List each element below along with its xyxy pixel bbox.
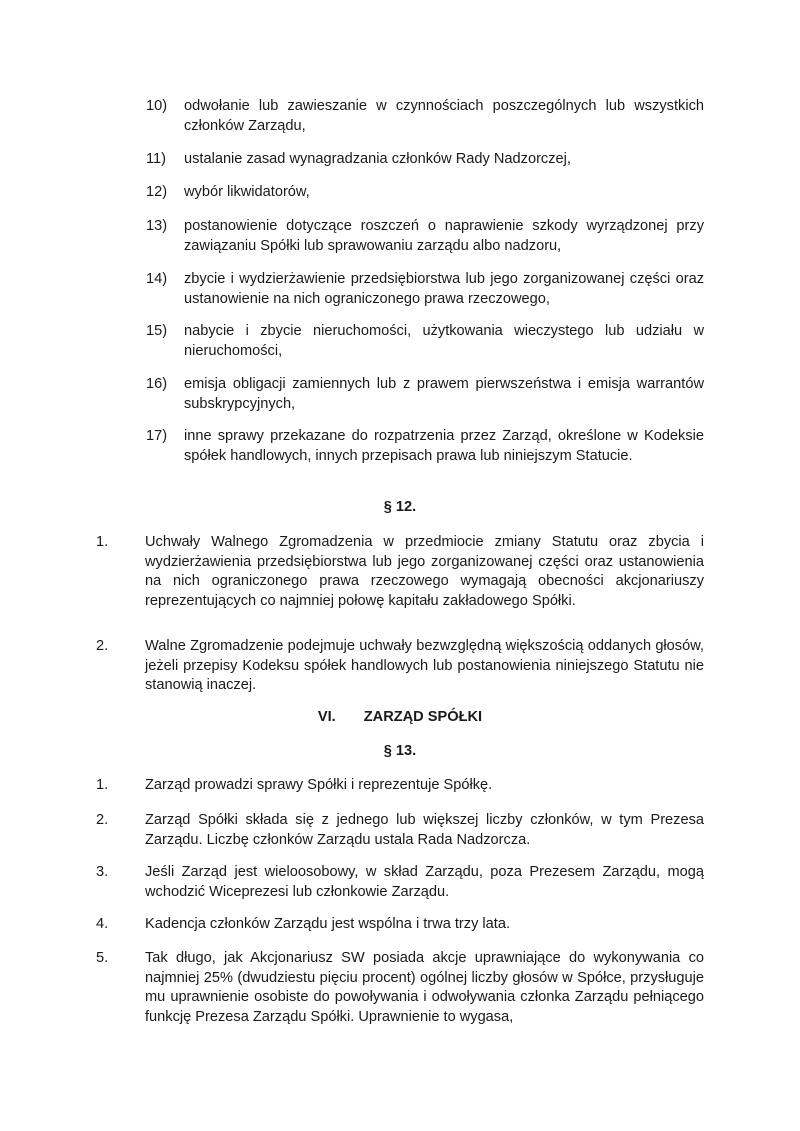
paragraph-item <box>96 637 704 696</box>
list-item-number: 17) <box>146 428 168 444</box>
list-item <box>146 270 704 309</box>
paragraph-number: 5. <box>96 950 109 966</box>
list-item <box>146 97 704 136</box>
paragraph-number: 2. <box>96 812 109 828</box>
list-item <box>146 150 704 170</box>
paragraph-text: Jeśli Zarząd jest wieloosobowy, w skład Zarządu, poza Prezesem Zarządu, mogą wchodzić Wiceprezesi lub członkowie Zarządu. <box>145 864 704 900</box>
paragraph-item <box>96 915 704 935</box>
list-item-number: 10) <box>146 98 168 114</box>
list-item-number: 13) <box>146 218 168 234</box>
section-heading: § 12. <box>383 499 417 515</box>
paragraph-item <box>96 863 704 902</box>
chapter-title: ZARZĄD SPÓŁKI <box>363 709 483 725</box>
paragraph-item <box>96 533 704 611</box>
paragraph-number: 2. <box>96 638 109 654</box>
paragraph-number: 1. <box>96 777 109 793</box>
list-item <box>146 217 704 256</box>
paragraph-text: Zarząd Spółki składa się z jednego lub większej liczby członków, w tym Prezesa Zarządu. Liczbę członków Zarządu ustala Rada Nadzorcza. <box>145 812 704 848</box>
paragraph-text: Zarząd prowadzi sprawy Spółki i reprezentuje Spółkę. <box>145 777 493 793</box>
paragraph-item <box>96 811 704 850</box>
list-item-text: zbycie i wydzierżawienie przedsiębiorstwa lub jego zorganizowanej części oraz ustanowienie na nich ograniczonego prawa rzeczowego, <box>184 271 704 307</box>
paragraph-item <box>96 949 704 1027</box>
section-heading: § 13. <box>383 743 417 759</box>
paragraph-number: 1. <box>96 534 109 550</box>
paragraph-text: Uchwały Walnego Zgromadzenia w przedmiocie zmiany Statutu oraz zbycia i wydzierżawienia przedsiębiorstwa lub jego zorganizowanej części oraz ustanowienia na nich ograniczonego prawa rzeczowego wymagają obecności akcjonariuszy reprezentujących co najmniej połowę kapitału zakładowego Spółki. <box>145 534 704 609</box>
chapter-heading <box>0 708 800 728</box>
list-item-text: inne sprawy przekazane do rozpatrzenia przez Zarząd, określone w Kodeksie spółek handlowych, innych przepisach prawa lub niniejszym Statucie. <box>184 428 704 464</box>
list-item-text: postanowienie dotyczące roszczeń o naprawienie szkody wyrządzonej przy zawiązaniu Spółki lub sprawowaniu zarządu albo nadzoru, <box>184 218 704 254</box>
list-item-number: 16) <box>146 376 168 392</box>
list-item <box>146 322 704 361</box>
list-item-text: odwołanie lub zawieszanie w czynnościach poszczególnych lub wszystkich członków Zarządu, <box>184 98 704 134</box>
list-item <box>146 427 704 466</box>
paragraph-text: Tak długo, jak Akcjonariusz SW posiada akcje uprawniające do wykonywania co najmniej 25% (dwudziestu pięciu procent) ogólnej liczby głosów w Spółce, przysługuje mu uprawnienie osobiste do powoływania i odwoływania członka Zarządu pełniącego funkcję Prezesa Zarządu Spółki. Uprawnienie to wygasa, <box>145 950 704 1025</box>
paragraph-text: Walne Zgromadzenie podejmuje uchwały bezwzględną większością oddanych głosów, jeżeli przepisy Kodeksu spółek handlowych lub postanowienia niniejszego Statutu nie stanowią inaczej. <box>145 638 704 693</box>
list-item-number: 14) <box>146 271 168 287</box>
list-item-text: ustalanie zasad wynagradzania członków Rady Nadzorczej, <box>184 151 571 167</box>
list-item-number: 11) <box>146 151 167 167</box>
list-item-text: nabycie i zbycie nieruchomości, użytkowania wieczystego lub udziału w nieruchomości, <box>184 323 704 359</box>
list-item-text: emisja obligacji zamiennych lub z prawem pierwszeństwa i emisja warrantów subskrypcyjnych, <box>184 376 704 412</box>
list-item <box>146 183 704 203</box>
paragraph-item <box>96 776 704 796</box>
list-item-text: wybór likwidatorów, <box>184 184 310 200</box>
paragraph-number: 4. <box>96 916 109 932</box>
paragraph-text: Kadencja członków Zarządu jest wspólna i trwa trzy lata. <box>145 916 511 932</box>
paragraph-number: 3. <box>96 864 109 880</box>
list-item-number: 12) <box>146 184 168 200</box>
chapter-number: VI. <box>317 709 336 725</box>
list-item-number: 15) <box>146 323 168 339</box>
list-item <box>146 375 704 414</box>
